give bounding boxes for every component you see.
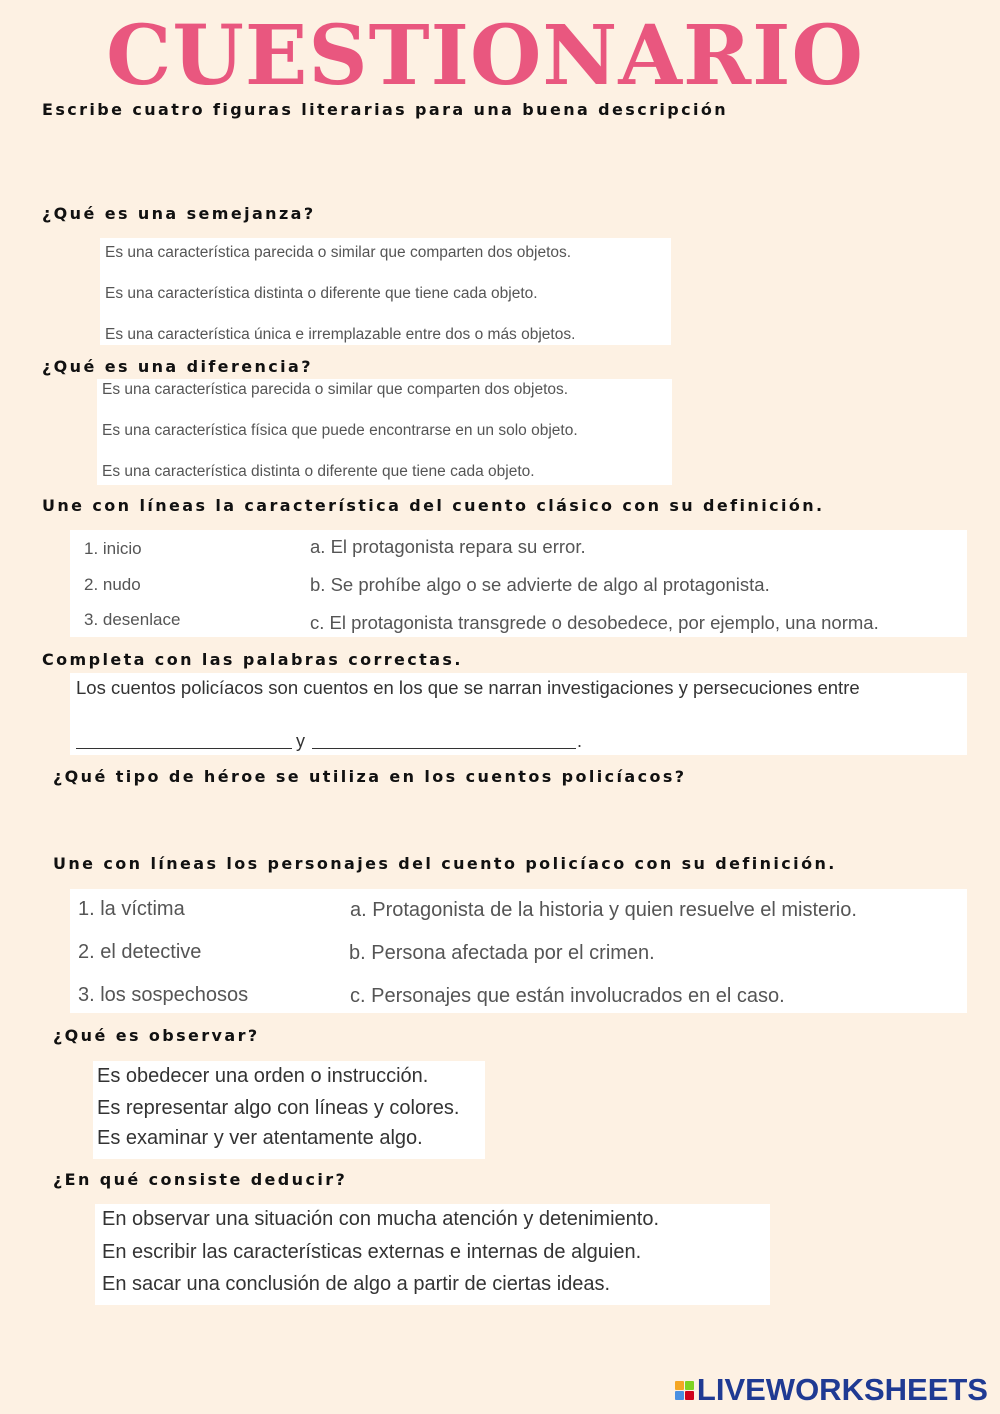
question-completa: Completa con las palabras correctas.	[42, 650, 463, 669]
semejanza-options-box	[100, 238, 671, 345]
question-personajes-policiaco: Une con líneas los personajes del cuento policíaco con su definición.	[53, 854, 837, 873]
policiaco-left-3[interactable]: 3. los sospechosos	[78, 984, 249, 1006]
observar-option-3[interactable]: Es examinar y ver atentamente algo.	[97, 1127, 423, 1149]
completa-box	[70, 673, 967, 755]
question-diferencia: ¿Qué es una diferencia?	[42, 357, 313, 376]
clasico-right-a[interactable]: a. El protagonista repara su error.	[310, 536, 586, 557]
policiaco-left-2[interactable]: 2. el detective	[78, 941, 202, 963]
clasico-right-c[interactable]: c. El protagonista transgrede o desobedece, por ejemplo, una norma.	[310, 612, 879, 633]
personajes-match-box	[70, 889, 967, 1013]
completa-end: .	[577, 731, 583, 751]
worksheet-title: CUESTIONARIO	[106, 8, 864, 104]
diferencia-option-3[interactable]: Es una característica distinta o diferente que tiene cada objeto.	[102, 463, 535, 480]
policiaco-right-a[interactable]: a. Protagonista de la historia y quien resuelve el misterio.	[350, 899, 857, 921]
clasico-right-b[interactable]: b. Se prohíbe algo o se advierte de algo al protagonista.	[310, 574, 770, 595]
policiaco-right-c[interactable]: c. Personajes que están involucrados en el caso.	[350, 985, 785, 1007]
observar-option-1[interactable]: Es obedecer una orden o instrucción.	[97, 1065, 429, 1087]
semejanza-option-1[interactable]: Es una característica parecida o similar que comparten dos objetos.	[105, 244, 572, 261]
liveworksheets-logo	[675, 1372, 988, 1408]
diferencia-options-box	[97, 379, 672, 485]
logo-tile-3	[675, 1391, 684, 1400]
clasico-left-3[interactable]: 3. desenlace	[84, 610, 181, 629]
deducir-option-3[interactable]: En sacar una conclusión de algo a partir de ciertas ideas.	[102, 1273, 611, 1295]
diferencia-option-2[interactable]: Es una característica física que puede encontrarse en un solo objeto.	[102, 422, 578, 439]
completa-blank-1[interactable]	[76, 748, 292, 749]
logo-tile-2	[685, 1381, 694, 1390]
observar-options-box	[93, 1061, 485, 1159]
question-cuento-clasico: Une con líneas la característica del cuento clásico con su definición.	[42, 496, 825, 515]
question-semejanza: ¿Qué es una semejanza?	[42, 204, 316, 223]
semejanza-option-2[interactable]: Es una característica distinta o diferente que tiene cada objeto.	[105, 285, 538, 302]
deducir-option-2[interactable]: En escribir las características externas e internas de alguien.	[102, 1241, 642, 1263]
question-deducir: ¿En qué consiste deducir?	[53, 1170, 348, 1189]
question-observar: ¿Qué es observar?	[53, 1026, 260, 1045]
liveworksheets-logo-icon	[675, 1381, 694, 1400]
clasico-left-2[interactable]: 2. nudo	[84, 575, 141, 594]
completa-connector: y	[296, 731, 305, 751]
question-figuras-literarias: Escribe cuatro figuras literarias para una buena descripción	[42, 100, 729, 119]
diferencia-option-1[interactable]: Es una característica parecida o similar que comparten dos objetos.	[102, 381, 569, 398]
logo-tile-4	[685, 1391, 694, 1400]
cuento-clasico-match-box	[70, 530, 967, 637]
liveworksheets-logo-text: LIVEWORKSHEETS	[696, 1372, 988, 1407]
deducir-options-box	[95, 1204, 770, 1305]
logo-tile-1	[675, 1381, 684, 1390]
completa-blank-2[interactable]	[312, 748, 576, 749]
policiaco-left-1[interactable]: 1. la víctima	[78, 898, 185, 920]
semejanza-option-3[interactable]: Es una característica única e irremplazable entre dos o más objetos.	[105, 326, 576, 343]
completa-sentence: Los cuentos policíacos son cuentos en los que se narran investigaciones y persecuciones entre	[76, 677, 860, 698]
clasico-left-1[interactable]: 1. inicio	[84, 539, 142, 558]
observar-option-2[interactable]: Es representar algo con líneas y colores.	[97, 1097, 460, 1119]
policiaco-right-b[interactable]: b. Persona afectada por el crimen.	[349, 942, 655, 964]
deducir-option-1[interactable]: En observar una situación con mucha atención y detenimiento.	[102, 1208, 660, 1230]
question-tipo-heroe: ¿Qué tipo de héroe se utiliza en los cuentos policíacos?	[53, 767, 687, 786]
